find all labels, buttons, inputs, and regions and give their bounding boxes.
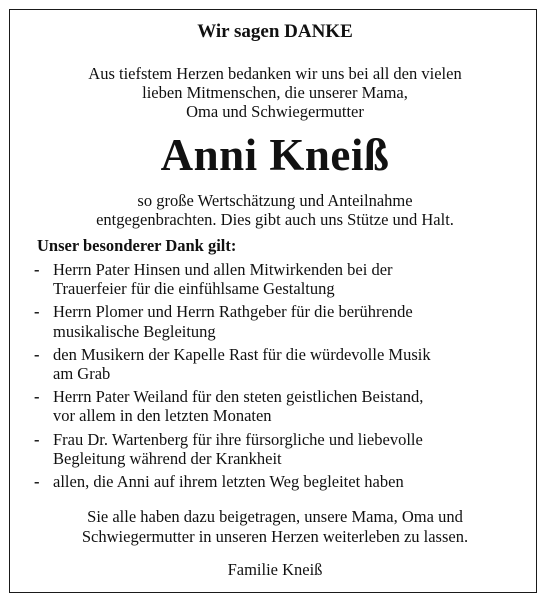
list-item — [0, 472, 550, 491]
headline: Wir sagen DANKE — [197, 21, 353, 42]
closing-line: Schwiegermutter in unseren Herzen weiterleben zu lassen. — [81, 526, 469, 546]
list-item — [0, 387, 550, 425]
bullet-dash: - — [34, 260, 40, 279]
signature: Familie Kneiß — [227, 560, 323, 579]
intro-line: Oma und Schwiegermutter — [186, 102, 364, 121]
list-item-line: Herrn Plomer und Herrn Rathgeber für die berührende — [53, 302, 413, 322]
intro-line: lieben Mitmenschen, die unserer Mama, — [142, 83, 408, 102]
thanks-line: entgegenbrachten. Dies gibt auch uns Stütze und Halt. — [96, 210, 454, 229]
list-item-line: am Grab — [53, 364, 111, 384]
bullet-dash: - — [34, 387, 40, 407]
special-thanks-heading: Unser besonderer Dank gilt: — [37, 236, 237, 255]
list-item-line: Herrn Pater Hinsen und allen Mitwirkenden bei der — [53, 260, 393, 279]
list-item-line: den Musikern der Kapelle Rast für die würdevolle Musik — [53, 344, 431, 364]
thanks-list — [0, 260, 550, 495]
list-item — [0, 430, 550, 468]
list-item-line: Herrn Pater Weiland für den steten geistlichen Beistand, — [53, 387, 424, 407]
list-item — [0, 302, 550, 340]
list-item — [0, 260, 550, 298]
closing-text — [0, 507, 550, 546]
intro-line: Aus tiefstem Herzen bedanken wir uns bei all den vielen — [88, 64, 462, 83]
bullet-dash: - — [34, 344, 40, 364]
deceased-name: Anni Kneiß — [160, 130, 390, 180]
list-item — [0, 345, 550, 383]
list-item-line: allen, die Anni auf ihrem letzten Weg begleitet haben — [53, 472, 404, 492]
bullet-dash: - — [34, 472, 40, 492]
bullet-dash: - — [34, 302, 40, 322]
list-item-line: Trauerfeier für die einfühlsame Gestaltung — [53, 279, 335, 299]
bullet-dash: - — [34, 429, 40, 449]
thanks-line: so große Wertschätzung und Anteilnahme — [137, 191, 413, 210]
closing-line: Sie alle haben dazu beigetragen, unsere Mama, Oma und — [87, 507, 463, 526]
list-item-line: vor allem in den letzten Monaten — [53, 406, 272, 426]
list-item-line: Begleitung während der Krankheit — [53, 448, 282, 468]
thanks-text — [0, 191, 550, 229]
list-item-line: Frau Dr. Wartenberg für ihre fürsorgliche und liebevolle — [53, 429, 423, 449]
intro-text — [0, 64, 550, 121]
list-item-line: musikalische Begleitung — [53, 321, 216, 341]
